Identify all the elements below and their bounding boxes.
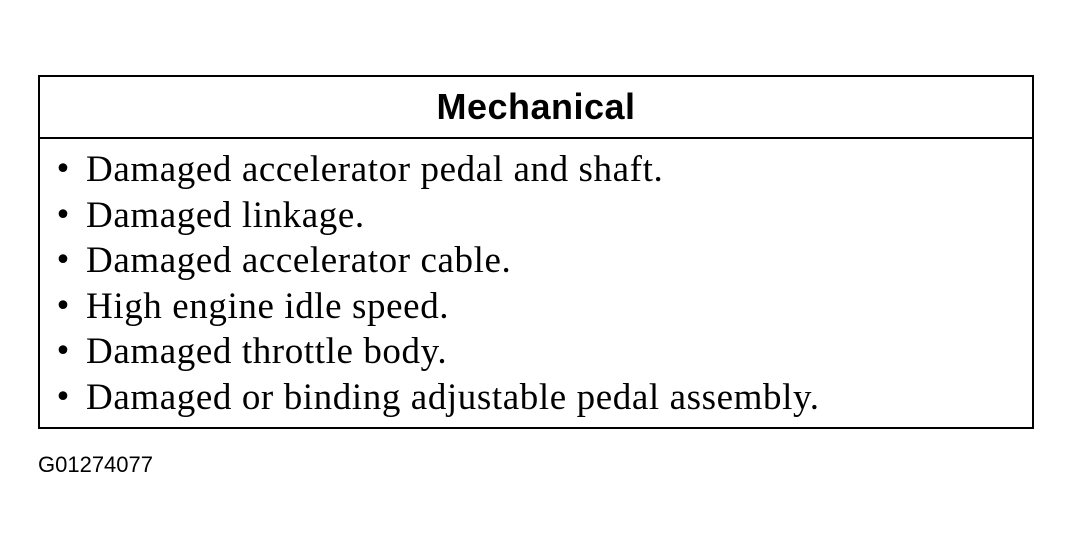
- bullet-icon: •: [54, 379, 72, 415]
- list-item: [40, 284, 1032, 330]
- list-item: [40, 238, 1032, 284]
- bullet-icon: •: [54, 197, 72, 233]
- list-item-text: Damaged accelerator cable.: [86, 240, 512, 282]
- list-item: [40, 375, 1032, 421]
- mechanical-table: [38, 75, 1034, 429]
- list-item-text: Damaged accelerator pedal and shaft.: [86, 149, 664, 191]
- bullet-icon: •: [54, 152, 72, 188]
- bullet-icon: •: [54, 243, 72, 279]
- list-item-text: Damaged throttle body.: [86, 331, 448, 373]
- table-title: Mechanical: [436, 86, 636, 127]
- cause-list: [40, 139, 1032, 420]
- bullet-icon: •: [54, 334, 72, 370]
- list-item-text: Damaged linkage.: [86, 194, 365, 236]
- table-header: [40, 77, 1032, 139]
- list-item: [40, 193, 1032, 239]
- list-item-text: High engine idle speed.: [86, 285, 450, 327]
- list-item-text: Damaged or binding adjustable pedal assembly.: [86, 376, 820, 418]
- bullet-icon: •: [54, 288, 72, 324]
- list-item: [40, 147, 1032, 193]
- list-item: [40, 329, 1032, 375]
- figure-id: G01274077: [38, 452, 153, 477]
